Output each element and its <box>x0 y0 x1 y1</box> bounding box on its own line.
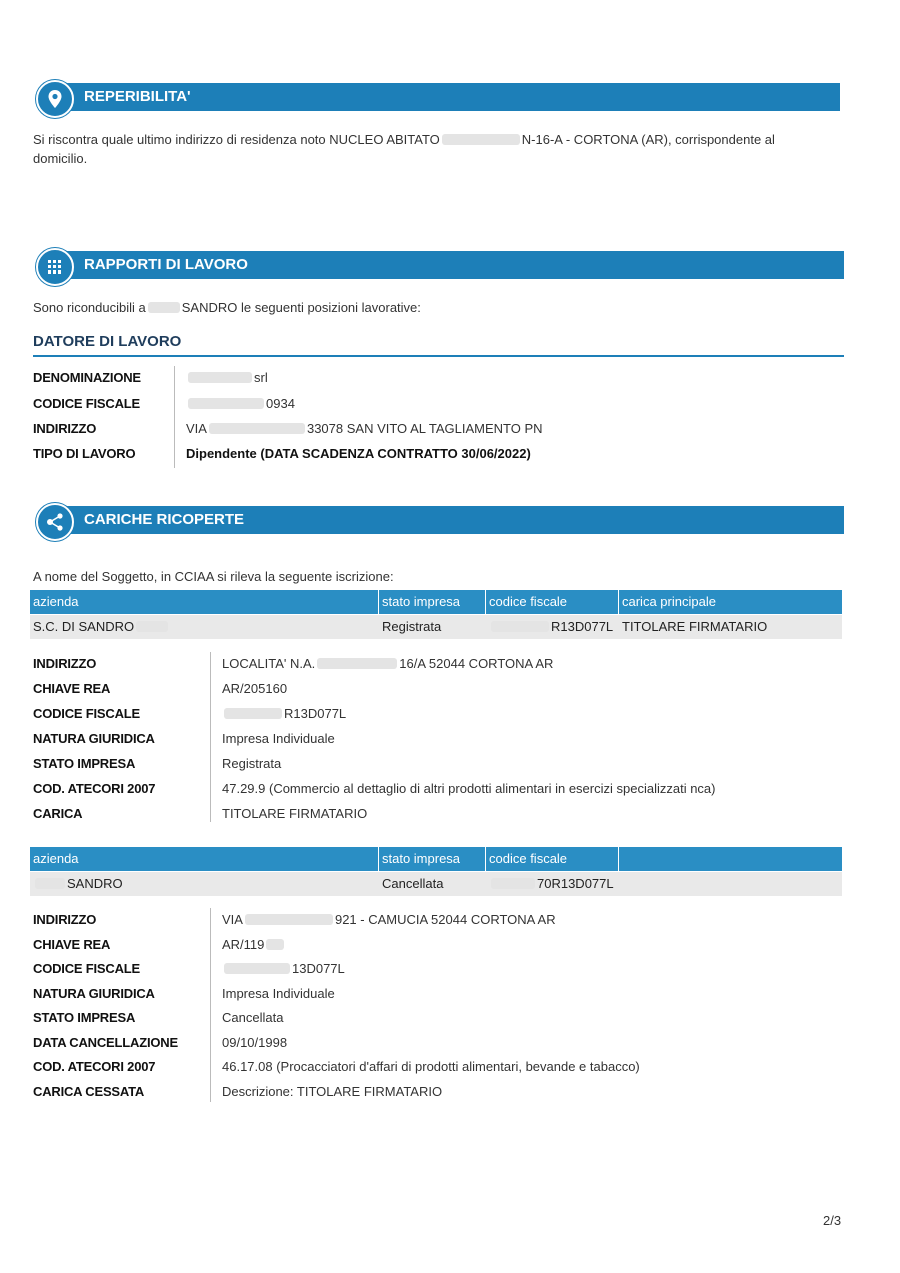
detail-value: Impresa Individuale <box>222 731 335 746</box>
cell-azienda-text: S.C. DI SANDRO <box>33 619 135 634</box>
detail-row <box>33 937 843 962</box>
detail-label: DATA CANCELLAZIONE <box>33 1034 178 1050</box>
detail-label: CHIAVE REA <box>33 681 111 696</box>
detail-row <box>33 1084 843 1109</box>
detail-value <box>222 937 286 952</box>
cell-stato: Registrata <box>382 619 442 634</box>
header-sep <box>485 847 486 871</box>
field-label: TIPO DI LAVORO <box>33 446 136 461</box>
field-row <box>33 370 833 395</box>
cell-azienda <box>33 876 123 891</box>
detail-value: AR/205160 <box>222 681 288 696</box>
redacted <box>317 658 397 669</box>
detail-value-text: AR/119 <box>222 936 265 952</box>
header-azienda: azienda <box>33 594 79 609</box>
detail-label: COD. ATECORI 2007 <box>33 781 156 796</box>
section-rapporti-header <box>36 249 844 279</box>
detail-value <box>222 961 345 976</box>
detail-row <box>33 681 843 706</box>
section-title: RAPPORTI DI LAVORO <box>84 256 248 273</box>
detail-label: NATURA GIURIDICA <box>33 985 155 1001</box>
field-label: DENOMINAZIONE <box>33 370 141 385</box>
section-bar <box>46 83 840 111</box>
detail-row <box>33 656 843 681</box>
cell-cf-text: R13D077L <box>551 619 614 634</box>
detail-row <box>33 706 843 731</box>
redacted <box>224 708 282 719</box>
field-value-text-a: VIA <box>186 421 207 436</box>
detail-value: TITOLARE FIRMATARIO <box>222 806 368 821</box>
table-row <box>30 615 842 639</box>
field-value-text: 33078 SAN VITO AL TAGLIAMENTO PN <box>306 421 543 436</box>
detail-value <box>222 912 556 927</box>
detail-value-a: LOCALITA' N.A. <box>222 656 316 671</box>
detail-row <box>33 986 843 1011</box>
field-value <box>186 396 295 411</box>
section-reperibilita-header <box>36 81 840 111</box>
cariche-intro: A nome del Soggetto, in CCIAA si rileva la seguente iscrizione: <box>33 569 394 584</box>
detail-value-text: 13D077L <box>292 961 345 976</box>
detail-row <box>33 756 843 781</box>
detail-value-text: 921 - CAMUCIA 52044 CORTONA AR <box>334 912 556 927</box>
detail-value: 46.17.08 (Procacciatori d'affari di prodotti alimentari, bevande e tabacco) <box>222 1059 640 1074</box>
detail-value: Registrata <box>222 756 282 771</box>
cell-cf <box>489 876 614 891</box>
detail-row <box>33 1035 843 1060</box>
field-row <box>33 421 833 446</box>
cell-cf-text: 70R13D077L <box>537 876 614 891</box>
detail-label: CHIAVE REA <box>33 936 111 952</box>
table-header <box>30 590 842 614</box>
detail-label: CARICA CESSATA <box>33 1083 145 1099</box>
share-nodes-icon <box>36 503 74 541</box>
detail-value-text: 16/A 52044 CORTONA AR <box>399 656 554 671</box>
company2-details <box>33 912 843 1108</box>
cell-carica: TITOLARE FIRMATARIO <box>622 619 768 634</box>
detail-value: 09/10/1998 <box>222 1034 288 1050</box>
header-carica: carica principale <box>622 594 716 609</box>
field-row <box>33 396 833 421</box>
page-number: 2/3 <box>823 1213 842 1228</box>
detail-value-a: VIA <box>222 912 243 927</box>
detail-value <box>222 706 346 721</box>
redacted <box>35 878 65 889</box>
subtitle-rule <box>33 355 844 357</box>
field-value: Dipendente (DATA SCADENZA CONTRATTO 30/06/2022) <box>186 446 531 461</box>
table-header <box>30 847 842 871</box>
detail-label: INDIRIZZO <box>33 912 97 927</box>
detail-row <box>33 731 843 756</box>
detail-value: Descrizione: TITOLARE FIRMATARIO <box>222 1083 443 1099</box>
header-sep <box>378 847 379 871</box>
redacted <box>266 939 284 950</box>
redacted <box>491 621 549 632</box>
header-cf: codice fiscale <box>489 851 568 866</box>
section-title: REPERIBILITA' <box>84 88 191 105</box>
location-pin-icon <box>36 80 74 118</box>
header-sep <box>618 847 619 871</box>
field-label: CODICE FISCALE <box>33 396 140 411</box>
detail-label: INDIRIZZO <box>33 656 97 671</box>
detail-row <box>33 1059 843 1084</box>
detail-row <box>33 961 843 986</box>
header-sep <box>618 590 619 614</box>
detail-label: STATO IMPRESA <box>33 756 136 771</box>
detail-label: COD. ATECORI 2007 <box>33 1059 156 1074</box>
detail-value: Impresa Individuale <box>222 985 335 1001</box>
header-sep <box>485 590 486 614</box>
header-stato: stato impresa <box>382 594 461 609</box>
field-value-text: 0934 <box>266 396 295 411</box>
detail-label: STATO IMPRESA <box>33 1010 136 1025</box>
redacted <box>491 878 535 889</box>
reperibilita-text <box>33 130 833 168</box>
redacted <box>148 302 180 313</box>
header-cf: codice fiscale <box>489 594 568 609</box>
detail-row <box>33 912 843 937</box>
detail-label: CARICA <box>33 806 83 821</box>
detail-label: CODICE FISCALE <box>33 961 140 976</box>
section-title: CARICHE RICOPERTE <box>84 511 245 528</box>
redacted <box>209 423 305 434</box>
rapporti-intro-a: Sono riconducibili a <box>33 300 146 315</box>
detail-label: NATURA GIURIDICA <box>33 731 155 746</box>
redacted <box>245 914 333 925</box>
reperibilita-text-b: N-16-A - CORTONA (AR), corrispondente al <box>521 132 775 147</box>
field-value <box>186 421 543 436</box>
redacted <box>224 963 290 974</box>
redacted <box>442 134 520 145</box>
field-value-text: srl <box>254 370 268 385</box>
redacted <box>136 621 168 632</box>
header-sep <box>378 590 379 614</box>
field-value <box>186 370 268 385</box>
reperibilita-text-c: domicilio. <box>33 151 88 166</box>
cell-azienda <box>33 619 170 634</box>
header-azienda: azienda <box>33 851 79 866</box>
detail-value <box>222 656 553 671</box>
cell-azienda-text: SANDRO <box>67 876 123 891</box>
field-label: INDIRIZZO <box>33 421 97 436</box>
building-icon <box>36 248 74 286</box>
section-bar <box>46 251 844 279</box>
rapporti-intro <box>33 298 421 317</box>
company1-details <box>33 656 843 831</box>
redacted <box>188 398 264 409</box>
section-bar <box>46 506 844 534</box>
reperibilita-text-a: Si riscontra quale ultimo indirizzo di residenza noto NUCLEO ABITATO <box>33 132 440 147</box>
detail-value: 47.29.9 (Commercio al dettaglio di altri prodotti alimentari in esercizi specializzati nca) <box>222 781 716 796</box>
redacted <box>188 372 252 383</box>
table-row <box>30 872 842 896</box>
detail-value: Cancellata <box>222 1010 284 1025</box>
detail-label: CODICE FISCALE <box>33 706 140 721</box>
datore-fields <box>33 370 833 471</box>
detail-row <box>33 781 843 806</box>
rapporti-intro-b: SANDRO le seguenti posizioni lavorative: <box>181 300 421 315</box>
field-row <box>33 446 833 471</box>
datore-title: DATORE DI LAVORO <box>33 333 182 350</box>
section-cariche-header <box>36 504 844 534</box>
detail-row <box>33 1010 843 1035</box>
detail-row <box>33 806 843 831</box>
detail-value-text: R13D077L <box>284 706 347 721</box>
cell-cf <box>489 619 613 634</box>
cell-stato: Cancellata <box>382 876 444 891</box>
header-stato: stato impresa <box>382 851 461 866</box>
